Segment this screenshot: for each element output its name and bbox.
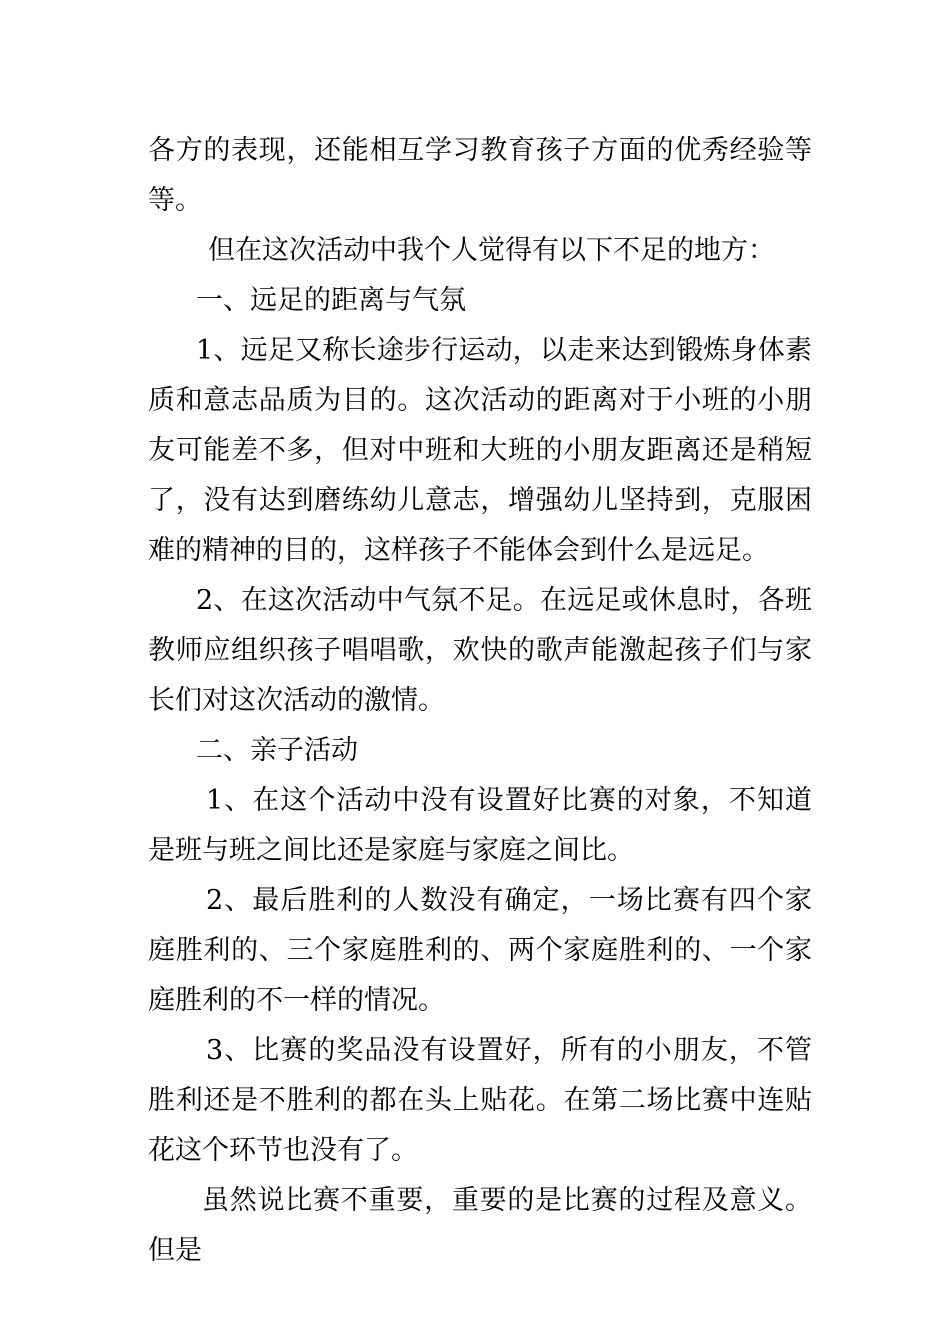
- paragraph-parent-child-2: 2、最后胜利的人数没有确定，一场比赛有四个家庭胜利的、三个家庭胜利的、两个家庭胜利的、一个家庭胜利的不一样的情况。: [148, 885, 812, 1016]
- document-body: [148, 126, 812, 1276]
- paragraph-distance-2: 2、在这次活动中气氛不足。在远足或休息时，各班教师应组织孩子唱唱歌，欢快的歌声能激起孩子们与家长们对这次活动的激情。: [148, 585, 812, 716]
- paragraph-parent-child-3: 3、比赛的奖品没有设置好，所有的小朋友，不管胜利还是不胜利的都在头上贴花。在第二场比赛中连贴花这个环节也没有了。: [148, 1035, 812, 1166]
- paragraph-continuation: 各方的表现，还能相互学习教育孩子方面的优秀经验等等。: [148, 135, 812, 216]
- paragraph-shortcomings-intro: 但在这次活动中我个人觉得有以下不足的地方：: [208, 235, 775, 266]
- paragraph-distance-1: 1、远足又称长途步行运动，以走来达到锻炼身体素质和意志品质为目的。这次活动的距离对于小班的小朋友可能差不多，但对中班和大班的小朋友距离还是稍短了，没有达到磨练幼儿意志，增强幼儿坚持到，克服困难的精神的目的，这样孩子不能体会到什么是远足。: [148, 335, 812, 566]
- paragraph-conclusion-start: 虽然说比赛不重要，重要的是比赛的过程及意义。但是: [148, 1185, 812, 1266]
- section-heading-distance: 一、远足的距离与气氛: [196, 285, 466, 316]
- paragraph-parent-child-1: 1、在这个活动中没有设置好比赛的对象，不知道是班与班之间比还是家庭与家庭之间比。: [148, 785, 812, 866]
- section-heading-parent-child: 二、亲子活动: [196, 735, 358, 766]
